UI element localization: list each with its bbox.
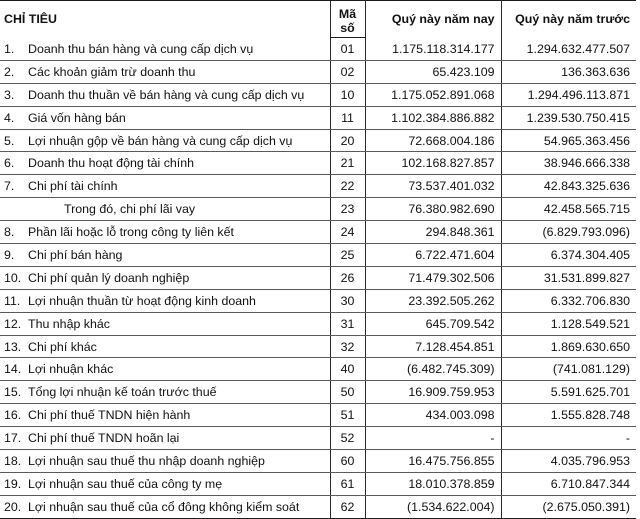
row-current-value: 7.128.454.851 (365, 335, 501, 358)
table-row (0, 358, 636, 381)
table-row (0, 83, 636, 106)
row-code: 51 (330, 404, 365, 427)
row-label: Tổng lợi nhuận kế toán trước thuế (28, 385, 217, 400)
row-current-value: 6.722.471.604 (365, 244, 501, 267)
row-label-cell (0, 358, 330, 381)
table-row (0, 381, 636, 404)
row-label: Lợi nhuận thuần từ hoạt động kinh doanh (28, 293, 256, 308)
row-label: Chi phí quản lý doanh nghiệp (28, 270, 190, 285)
row-number: 1. (4, 41, 15, 56)
row-previous-value: 1.239.530.750.415 (501, 106, 636, 129)
row-code: 60 (330, 450, 365, 473)
row-code: 10 (330, 83, 365, 106)
row-label: Trong đó, chi phí lãi vay (64, 202, 196, 217)
row-previous-value: 38.946.666.338 (501, 152, 636, 175)
row-code: 40 (330, 358, 365, 381)
row-label-cell (0, 38, 330, 61)
row-current-value: 76.380.982.690 (365, 198, 501, 221)
row-code: 24 (330, 221, 365, 244)
row-code: 20 (330, 129, 365, 152)
row-number: 2. (4, 64, 15, 79)
table-row (0, 312, 636, 335)
row-current-value: 1.175.118.314.177 (365, 38, 501, 61)
row-code: 26 (330, 266, 365, 289)
row-previous-value: (2.675.050.391) (501, 495, 636, 518)
table-row (0, 495, 636, 518)
row-label-cell (0, 244, 330, 267)
row-current-value: (6.482.745.309) (365, 358, 501, 381)
table-row (0, 38, 636, 61)
row-number: 19. (4, 476, 22, 491)
row-previous-value: 4.035.796.953 (501, 450, 636, 473)
table-row (0, 427, 636, 450)
table-row (0, 335, 636, 358)
table-row (0, 175, 636, 198)
row-number: 7. (4, 179, 15, 194)
row-current-value: 65.423.109 (365, 60, 501, 83)
row-label-cell (0, 312, 330, 335)
row-number: 10. (4, 270, 22, 285)
header-code-line1: Mã (330, 1, 365, 22)
row-current-value: 73.537.401.032 (365, 175, 501, 198)
row-label-cell (0, 83, 330, 106)
row-number: 4. (4, 110, 15, 125)
row-previous-value: 42.843.325.636 (501, 175, 636, 198)
row-current-value: (1.534.622.004) (365, 495, 501, 518)
row-current-value: 23.392.505.262 (365, 289, 501, 312)
row-code: 30 (330, 289, 365, 312)
row-previous-value: (741.081.129) (501, 358, 636, 381)
table-header (0, 1, 636, 38)
row-previous-value: 1.555.828.748 (501, 404, 636, 427)
table-row (0, 289, 636, 312)
row-label: Thu nhập khác (28, 316, 110, 331)
row-code: 02 (330, 60, 365, 83)
row-code: 52 (330, 427, 365, 450)
row-label: Doanh thu hoạt động tài chính (28, 156, 195, 171)
row-code: 25 (330, 244, 365, 267)
row-number: 16. (4, 408, 22, 423)
row-previous-value: 42.458.565.715 (501, 198, 636, 221)
row-label: Các khoản giảm trừ doanh thu (28, 64, 196, 79)
row-code: 01 (330, 38, 365, 61)
row-label-cell (0, 106, 330, 129)
row-number: 18. (4, 453, 22, 468)
row-label: Chi phí bán hàng (28, 247, 123, 262)
row-code: 31 (330, 312, 365, 335)
row-code: 11 (330, 106, 365, 129)
row-current-value: 1.102.384.886.882 (365, 106, 501, 129)
row-label: Doanh thu thuần về bán hàng và cung cấp dịch vụ (28, 87, 305, 102)
header-previous-year-quarter: Quý này năm trước (501, 1, 636, 38)
row-code: 32 (330, 335, 365, 358)
row-label-cell (0, 198, 330, 221)
table-row (0, 221, 636, 244)
row-label-cell (0, 495, 330, 518)
row-current-value: 71.479.302.506 (365, 266, 501, 289)
row-current-value: 434.003.098 (365, 404, 501, 427)
header-code-line2: số (330, 21, 365, 38)
header-current-quarter: Quý này năm nay (365, 1, 501, 38)
row-previous-value: 54.965.363.456 (501, 129, 636, 152)
row-previous-value: 1.128.549.521 (501, 312, 636, 335)
table-row (0, 404, 636, 427)
row-label: Chi phí thuế TNDN hiện hành (28, 408, 191, 423)
table-row (0, 152, 636, 175)
row-current-value: 18.010.378.859 (365, 472, 501, 495)
row-label-cell (0, 450, 330, 473)
row-label: Lợi nhuận sau thuế của công ty mẹ (28, 476, 223, 491)
row-number: 15. (4, 385, 22, 400)
row-number: 9. (4, 247, 15, 262)
row-code: 61 (330, 472, 365, 495)
row-label: Lợi nhuận sau thuế của cổ đông không kiểm soát (28, 499, 300, 514)
row-label: Chi phí tài chính (28, 179, 118, 194)
row-previous-value: 136.363.636 (501, 60, 636, 83)
row-number: 17. (4, 431, 22, 446)
row-previous-value: 1.294.632.477.507 (501, 38, 636, 61)
row-previous-value: 31.531.899.827 (501, 266, 636, 289)
row-previous-value: - (501, 427, 636, 450)
table-row (0, 60, 636, 83)
row-current-value: 16.475.756.855 (365, 450, 501, 473)
row-previous-value: 5.591.625.701 (501, 381, 636, 404)
row-label-cell (0, 221, 330, 244)
row-current-value: 102.168.827.857 (365, 152, 501, 175)
row-current-value: 1.175.052.891.068 (365, 83, 501, 106)
row-label: Doanh thu bán hàng và cung cấp dịch vụ (28, 41, 254, 56)
row-current-value: 16.909.759.953 (365, 381, 501, 404)
row-label-cell (0, 175, 330, 198)
row-number: 14. (4, 362, 22, 377)
row-previous-value: 6.332.706.830 (501, 289, 636, 312)
row-label-cell (0, 289, 330, 312)
row-label-cell (0, 427, 330, 450)
row-label-cell (0, 381, 330, 404)
row-code: 62 (330, 495, 365, 518)
row-previous-value: 1.869.630.650 (501, 335, 636, 358)
table-row (0, 106, 636, 129)
row-number: 11. (4, 293, 21, 308)
row-label: Phần lãi hoặc lỗ trong công ty liên kết (28, 225, 234, 240)
table-row (0, 266, 636, 289)
row-number: 12. (4, 316, 22, 331)
table-body (0, 38, 636, 519)
row-number: 13. (4, 339, 22, 354)
row-previous-value: 6.374.304.405 (501, 244, 636, 267)
row-code: 23 (330, 198, 365, 221)
row-current-value: 72.668.004.186 (365, 129, 501, 152)
row-label: Giá vốn hàng bán (28, 110, 126, 125)
row-label-cell (0, 152, 330, 175)
row-number: 5. (4, 133, 15, 148)
table-row (0, 129, 636, 152)
row-number: 6. (4, 156, 15, 171)
row-label: Lợi nhuận sau thuế thu nhập doanh nghiệp (28, 453, 265, 468)
row-label-cell (0, 335, 330, 358)
row-label: Chi phí thuế TNDN hoãn lại (28, 431, 180, 446)
table-row (0, 450, 636, 473)
row-label-cell (0, 404, 330, 427)
row-current-value: 294.848.361 (365, 221, 501, 244)
row-label-cell (0, 129, 330, 152)
row-previous-value: 6.710.847.344 (501, 472, 636, 495)
header-indicator: CHỈ TIÊU (0, 1, 330, 38)
row-current-value: - (365, 427, 501, 450)
row-current-value: 645.709.542 (365, 312, 501, 335)
row-label: Lợi nhuận khác (28, 362, 114, 377)
row-label: Chi phí khác (28, 339, 97, 354)
table-row (0, 244, 636, 267)
row-label-cell (0, 266, 330, 289)
table-row (0, 198, 636, 221)
row-code: 21 (330, 152, 365, 175)
row-code: 22 (330, 175, 365, 198)
row-number: 8. (4, 225, 15, 240)
row-code: 50 (330, 381, 365, 404)
row-label-cell (0, 60, 330, 83)
row-previous-value: (6.829.793.096) (501, 221, 636, 244)
row-number: 20. (4, 499, 22, 514)
row-label: Lợi nhuận gộp về bán hàng và cung cấp dịch vụ (28, 133, 293, 148)
row-previous-value: 1.294.496.113.871 (501, 83, 636, 106)
row-number: 3. (4, 87, 15, 102)
